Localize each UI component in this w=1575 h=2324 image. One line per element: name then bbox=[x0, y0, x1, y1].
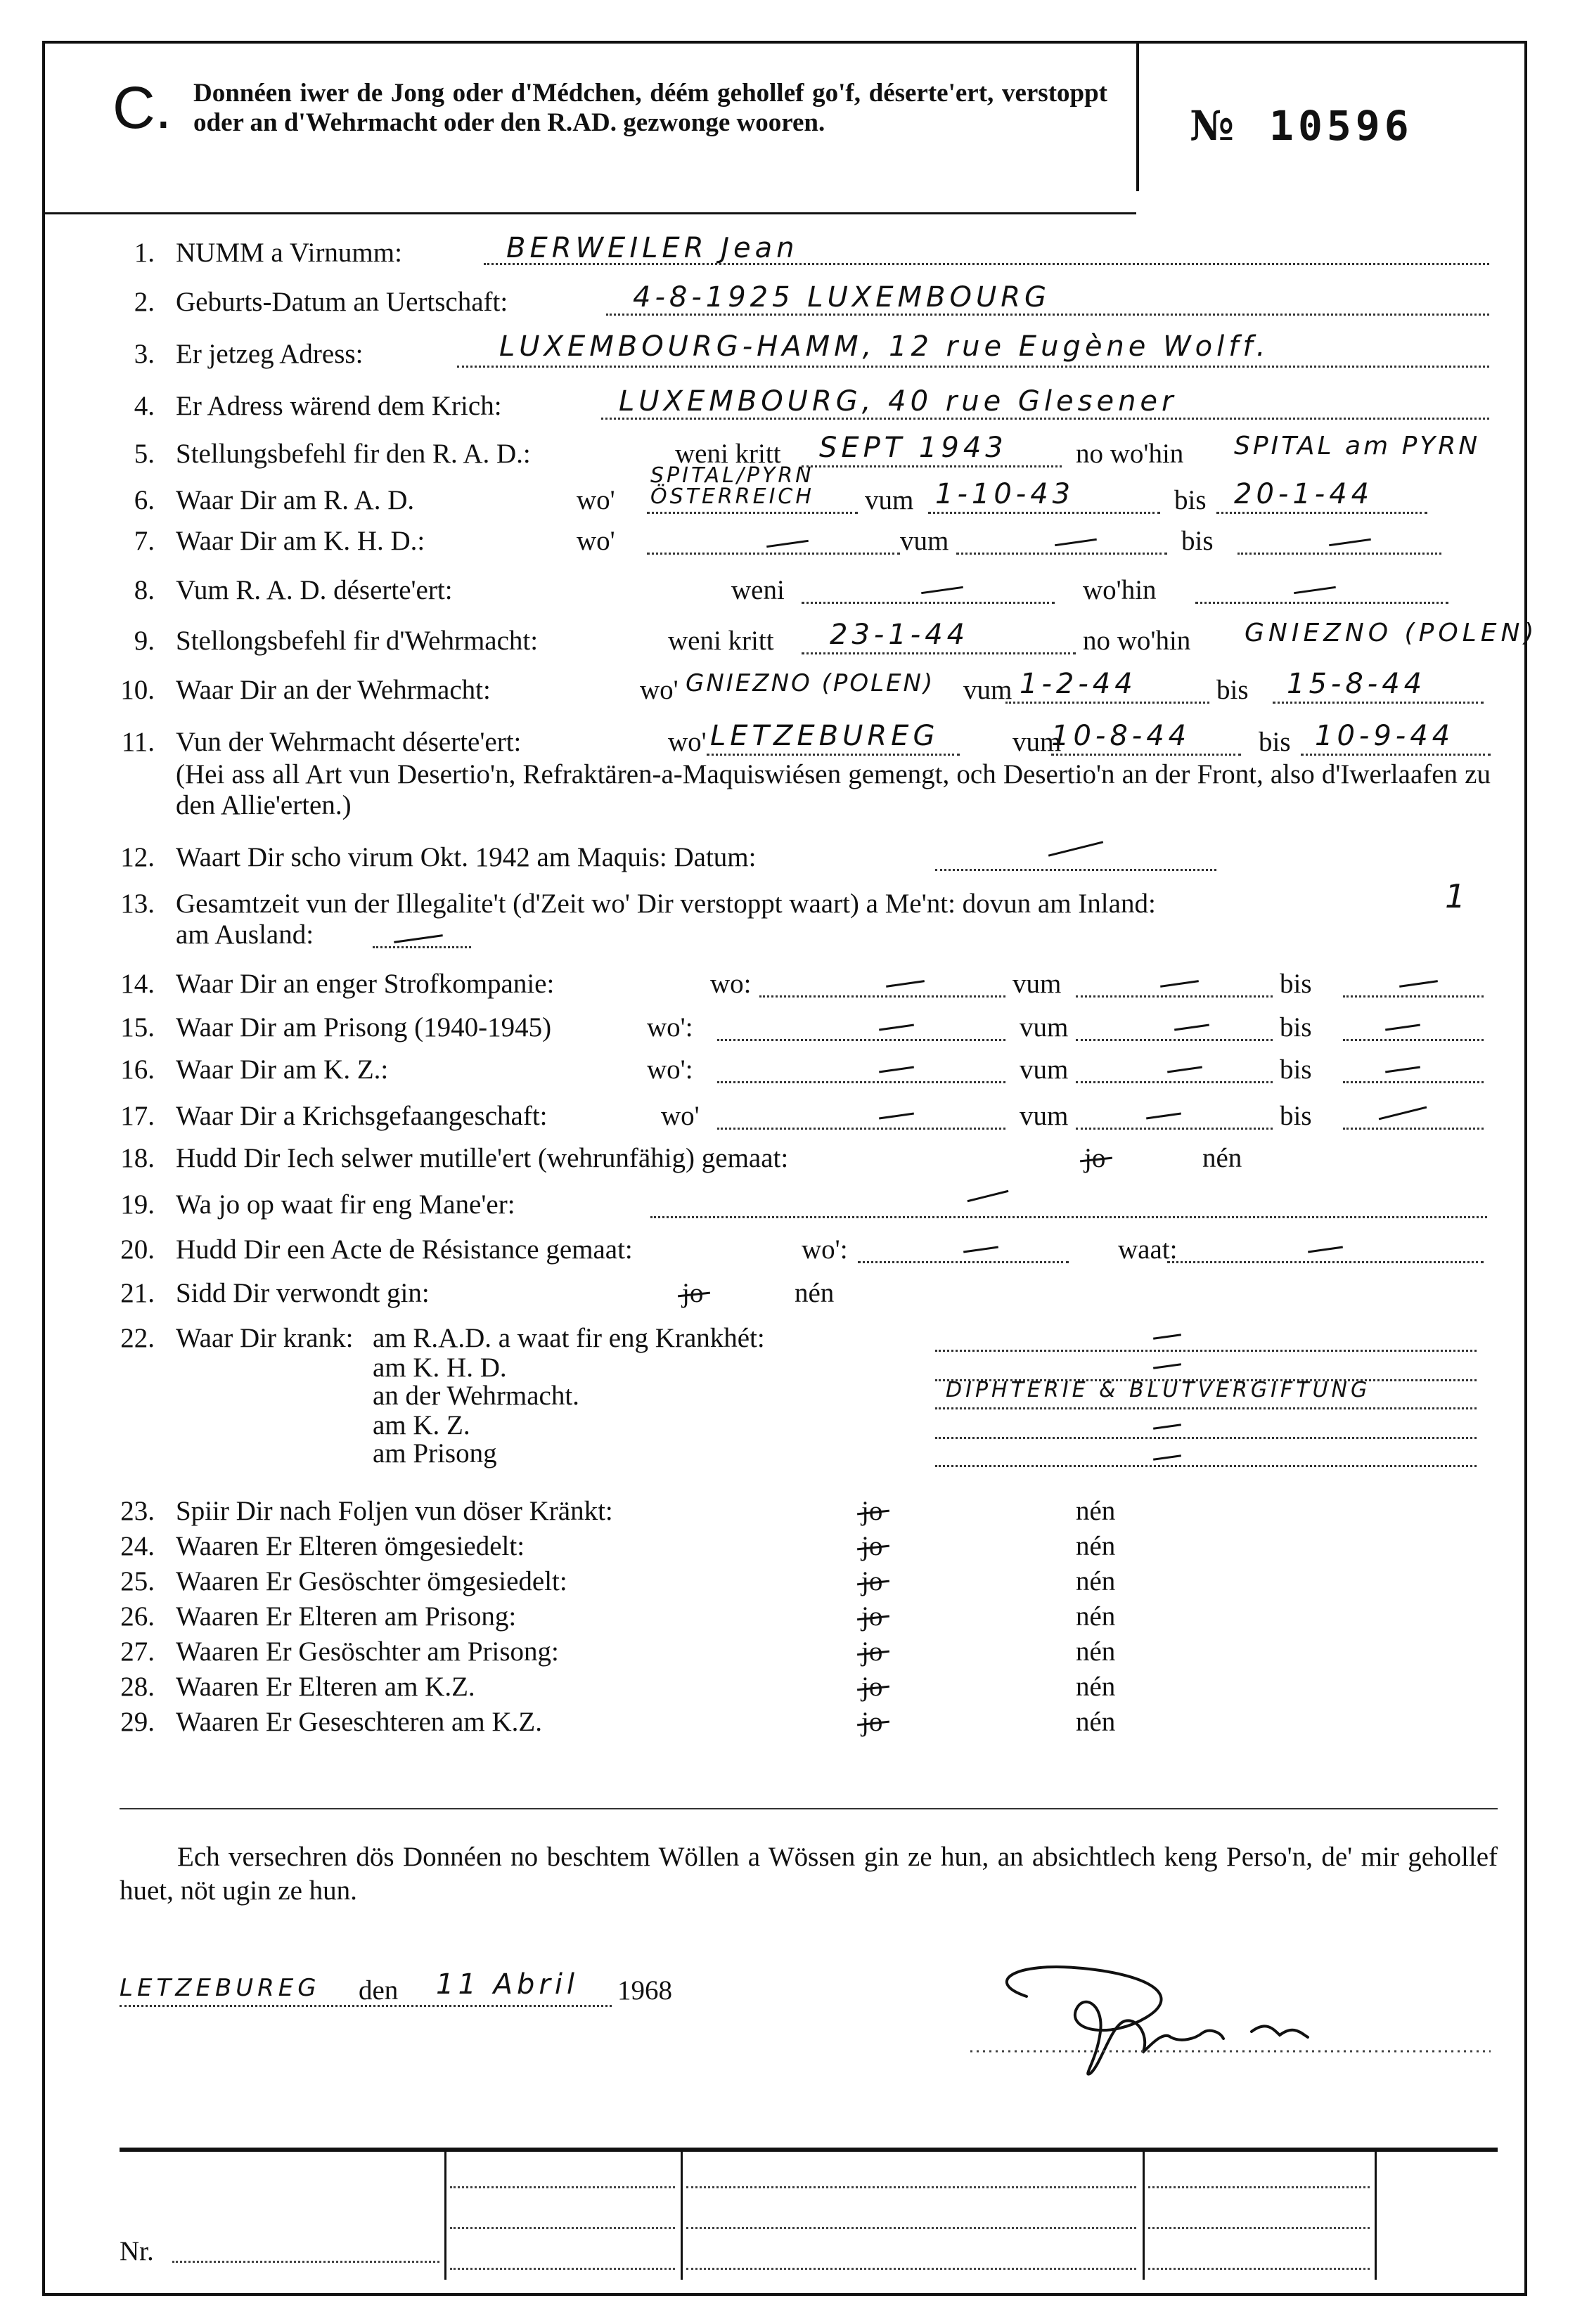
field-number: 9. bbox=[134, 626, 155, 656]
field-10-from: 1-2-44 bbox=[1020, 668, 1137, 700]
field-label: Er Adress wärend dem Krich: bbox=[176, 391, 502, 421]
footer-column-divider bbox=[444, 2150, 446, 2280]
field-9-when: 23-1-44 bbox=[830, 619, 970, 651]
field-number: 13. bbox=[120, 889, 155, 919]
field-label: Spiir Dir nach Foljen vun döser Kränkt: bbox=[176, 1496, 613, 1526]
field-row-23 bbox=[105, 1496, 1116, 1527]
field-label: vum bbox=[963, 675, 1012, 705]
no-option: nén bbox=[1076, 1707, 1116, 1737]
no-option: nén bbox=[1076, 1601, 1116, 1632]
field-number: 24. bbox=[120, 1531, 155, 1561]
field-number: 26. bbox=[120, 1601, 155, 1632]
field-number: 25. bbox=[120, 1566, 155, 1596]
field-label: Waar Dir an der Wehrmacht: bbox=[176, 675, 491, 705]
field-label: vum bbox=[1020, 1101, 1069, 1131]
field-8-when-line[interactable] bbox=[802, 602, 1055, 604]
field-number: 17. bbox=[120, 1101, 155, 1131]
field-number: 7. bbox=[134, 526, 155, 556]
footer-column-divider bbox=[1375, 2150, 1377, 2280]
field-label: no wo'hin bbox=[1076, 439, 1184, 469]
field-label: bis bbox=[1259, 727, 1291, 757]
illness-sub-khd: am K. H. D. bbox=[373, 1353, 507, 1383]
field-label: bis bbox=[1280, 969, 1312, 999]
field-22-wehrmacht-line[interactable] bbox=[935, 1407, 1477, 1409]
field-label: Waar Dir krank: bbox=[176, 1323, 354, 1353]
illness-sub-kz: am K. Z. bbox=[373, 1410, 470, 1440]
field-22-kz-line[interactable] bbox=[935, 1437, 1477, 1439]
signature-year: 1968 bbox=[617, 1975, 672, 2006]
field-3-line[interactable] bbox=[457, 366, 1489, 368]
footer-nr-field[interactable] bbox=[172, 2261, 439, 2263]
field-11-where-line[interactable] bbox=[707, 754, 960, 756]
field-number: 10. bbox=[120, 675, 155, 705]
field-label: Stellungsbefehl fir den R. A. D.: bbox=[176, 439, 531, 469]
field-label: wo' bbox=[640, 675, 679, 705]
field-16-to-line[interactable] bbox=[1343, 1081, 1484, 1083]
declaration-text: Ech versechren dös Donnéen no beschtem Wöllen a Wössen gin ze hun, an absichtlech keng Perso'n, de' mir gehollef huet, nöt ugin ze hun. bbox=[120, 1842, 1498, 1906]
field-12-line[interactable] bbox=[935, 869, 1216, 871]
field-16-where-line[interactable] bbox=[717, 1081, 1005, 1083]
no-option: nén bbox=[1076, 1672, 1116, 1702]
field-label: Waar Dir am Prisong (1940-1945) bbox=[176, 1012, 552, 1042]
field-number: 18. bbox=[120, 1143, 155, 1173]
no-option: nén bbox=[1076, 1531, 1116, 1561]
footer-column-divider bbox=[681, 2150, 683, 2280]
no-option: nén bbox=[1076, 1566, 1116, 1596]
field-label: bis bbox=[1174, 485, 1207, 515]
field-11-from-line[interactable] bbox=[1051, 754, 1241, 756]
field-label: Waaren Er Elteren am K.Z. bbox=[176, 1672, 475, 1702]
signature-place: LETZEBUREG bbox=[120, 1974, 321, 2002]
field-label: no wo'hin bbox=[1083, 626, 1191, 656]
section-letter: C. bbox=[112, 75, 172, 141]
field-label: Waart Dir scho virum Okt. 1942 am Maquis: Datum: bbox=[176, 842, 757, 872]
field-label: Stellongsbefehl fir d'Wehrmacht: bbox=[176, 626, 539, 656]
yes-option-struck: jo bbox=[1084, 1143, 1106, 1173]
footer-field[interactable] bbox=[450, 2227, 675, 2229]
footer-rule bbox=[120, 2148, 1498, 2152]
yes-option-struck: jo bbox=[861, 1531, 883, 1561]
number-sign: № bbox=[1190, 102, 1236, 150]
field-number: 2. bbox=[134, 287, 155, 317]
field-11-where: LETZEBUREG bbox=[710, 720, 939, 752]
field-label: vum bbox=[1020, 1054, 1069, 1085]
field-22-rad-line[interactable] bbox=[935, 1350, 1477, 1352]
field-label: wo' bbox=[577, 526, 615, 556]
field-number: 19. bbox=[120, 1189, 155, 1220]
field-label: Waar Dir am K. H. D.: bbox=[176, 526, 425, 556]
field-14-to-line[interactable] bbox=[1343, 995, 1484, 998]
field-11-to-line[interactable] bbox=[1301, 754, 1491, 756]
field-number: 20. bbox=[120, 1234, 155, 1265]
field-5-where: SPITAL am PYRN bbox=[1234, 432, 1481, 460]
field-17-from-line[interactable] bbox=[1076, 1128, 1273, 1130]
field-10-to-line[interactable] bbox=[1273, 702, 1484, 704]
field-label: Gesamtzeit vun der Illegalite't (d'Zeit wo' Dir verstoppt waart) a Me'nt: dovun am Inland: bbox=[176, 889, 1156, 919]
field-label: Er jetzeg Adress: bbox=[176, 339, 364, 369]
field-row-27 bbox=[105, 1637, 1116, 1667]
field-label: Wa jo op waat fir eng Mane'er: bbox=[176, 1189, 515, 1220]
yes-option-struck: jo bbox=[861, 1672, 883, 1702]
field-number: 15. bbox=[120, 1012, 155, 1042]
header-divider bbox=[1136, 44, 1139, 191]
field-10-from-line[interactable] bbox=[1005, 702, 1209, 704]
field-3-value: LUXEMBOURG-HAMM, 12 rue Eugène Wolff. bbox=[499, 330, 1270, 363]
field-6-to: 20-1-44 bbox=[1234, 478, 1374, 510]
illness-sub-label: am R.A.D. a waat fir eng Krankhét: bbox=[373, 1323, 765, 1353]
field-label: vum bbox=[865, 485, 914, 515]
field-11-to: 10-9-44 bbox=[1315, 720, 1455, 752]
yes-option-struck: jo bbox=[861, 1707, 883, 1737]
footer-field[interactable] bbox=[1148, 2227, 1370, 2229]
field-label: bis bbox=[1280, 1012, 1312, 1042]
yes-option-struck: jo bbox=[861, 1496, 883, 1526]
footer-field[interactable] bbox=[1148, 2186, 1370, 2188]
field-label: wo': bbox=[647, 1054, 693, 1085]
field-7-where-line[interactable] bbox=[647, 553, 900, 555]
footer-field[interactable] bbox=[450, 2268, 675, 2270]
place-date-line[interactable] bbox=[120, 2005, 612, 2007]
field-row-21 bbox=[105, 1278, 835, 1309]
field-label: weni bbox=[731, 575, 785, 605]
field-label: Sidd Dir verwondt gin: bbox=[176, 1278, 430, 1308]
field-6-from: 1-10-43 bbox=[935, 478, 1075, 510]
field-number: 5. bbox=[134, 439, 155, 469]
field-label: vum bbox=[1012, 727, 1062, 757]
field-label: wo: bbox=[710, 969, 752, 999]
field-label: Waar Dir am K. Z.: bbox=[176, 1054, 389, 1085]
field-label: Waaren Er Gesöschter ömgesiedelt: bbox=[176, 1566, 567, 1596]
footer-field[interactable] bbox=[686, 2268, 1136, 2270]
field-14-where-line[interactable] bbox=[759, 995, 1005, 998]
field-10-where: GNIEZNO (POLEN) bbox=[686, 669, 935, 697]
field-7-from-line[interactable] bbox=[956, 553, 1167, 555]
no-option: nén bbox=[1202, 1143, 1242, 1173]
field-label: Waar Dir an enger Strofkompanie: bbox=[176, 969, 555, 999]
field-label: Waar Dir a Krichsgefaangeschaft: bbox=[176, 1101, 548, 1131]
field-1-value: BERWEILER Jean bbox=[506, 232, 799, 264]
field-label: bis bbox=[1280, 1101, 1312, 1131]
section-divider bbox=[120, 1808, 1498, 1809]
den-label: den bbox=[359, 1975, 399, 2006]
field-label: vum bbox=[1012, 969, 1062, 999]
field-6-where: SPITAL/PYRN ÖSTERREICH bbox=[650, 463, 814, 509]
field-22-wehrmacht-illness: DIPHTERIE & BLUTVERGIFTUNG bbox=[946, 1378, 1371, 1402]
field-6-from-line[interactable] bbox=[928, 512, 1160, 514]
document-number bbox=[1190, 102, 1413, 150]
header-rule bbox=[45, 212, 1136, 214]
field-9-when-line[interactable] bbox=[802, 652, 1076, 654]
field-15-from-line[interactable] bbox=[1076, 1039, 1273, 1041]
field-9-where: GNIEZNO (POLEN) bbox=[1245, 619, 1538, 647]
field-label: Hudd Dir Iech selwer mutille'ert (wehrunfähig) gemaat: bbox=[176, 1143, 789, 1173]
field-14-from-line[interactable] bbox=[1076, 995, 1273, 998]
no-option: nén bbox=[1076, 1637, 1116, 1667]
field-13-abroad-line[interactable] bbox=[373, 946, 471, 948]
field-number: 16. bbox=[120, 1054, 155, 1085]
field-label: vum bbox=[900, 526, 949, 556]
field-4-line[interactable] bbox=[601, 418, 1489, 420]
field-number: 29. bbox=[120, 1707, 155, 1737]
footer-field[interactable] bbox=[450, 2186, 675, 2188]
signature-date: 11 Abril bbox=[436, 1968, 579, 2001]
field-row-26 bbox=[105, 1601, 1116, 1632]
field-4-value: LUXEMBOURG, 40 rue Glesener bbox=[619, 385, 1178, 418]
illness-sub-wehrmacht: an der Wehrmacht. bbox=[373, 1381, 579, 1411]
field-label: vum bbox=[1020, 1012, 1069, 1042]
field-number: 8. bbox=[134, 575, 155, 605]
field-15-to-line[interactable] bbox=[1343, 1039, 1484, 1041]
field-number: 28. bbox=[120, 1672, 155, 1702]
field-19-line[interactable] bbox=[650, 1216, 1487, 1218]
field-label: wo': bbox=[802, 1234, 848, 1265]
field-label: Waaren Er Gesöschter am Prisong: bbox=[176, 1637, 559, 1667]
field-row-24 bbox=[105, 1531, 1116, 1562]
field-label: Vun der Wehrmacht déserte'ert: bbox=[176, 727, 522, 757]
form-title: Donnéen iwer de Jong oder d'Médchen, déém gehollef go'f, déserte'ert, verstoppt oder an d'Wehrmacht oder den R.AD. gezwonge wooren. bbox=[193, 79, 1107, 137]
field-11-from: 10-8-44 bbox=[1051, 720, 1191, 752]
field-number: 6. bbox=[134, 485, 155, 515]
field-number: 12. bbox=[120, 842, 155, 872]
field-number: 23. bbox=[120, 1496, 155, 1526]
no-option: nén bbox=[1076, 1496, 1116, 1526]
yes-option-struck: jo bbox=[861, 1566, 883, 1596]
field-16-from-line[interactable] bbox=[1076, 1081, 1273, 1083]
field-20-where-line[interactable] bbox=[858, 1261, 1069, 1263]
field-label: wo'hin bbox=[1083, 575, 1157, 605]
field-label: Geburts-Datum an Uertschaft: bbox=[176, 287, 508, 317]
footer-field[interactable] bbox=[1148, 2268, 1370, 2270]
field-row-28 bbox=[105, 1672, 1116, 1703]
field-20-what-line[interactable] bbox=[1167, 1261, 1484, 1263]
field-10-to: 15-8-44 bbox=[1287, 668, 1427, 700]
field-label: wo' bbox=[577, 485, 615, 515]
field-label: Waaren Er Elteren ömgesiedelt: bbox=[176, 1531, 525, 1561]
field-11-note: (Hei ass all Art vun Desertio'n, Refraktären-a-Maquiswiésen gemengt, och Desertio'n an der Front, also d'Iwerlaafen zu den Allie'erten.) bbox=[176, 759, 1491, 820]
field-label: NUMM a Virnumm: bbox=[176, 238, 402, 268]
field-label: weni kritt bbox=[675, 439, 781, 469]
field-label: Waar Dir am R. A. D. bbox=[176, 485, 415, 515]
field-17-to-line[interactable] bbox=[1343, 1128, 1484, 1130]
field-number: 14. bbox=[120, 969, 155, 999]
footer-field[interactable] bbox=[686, 2227, 1136, 2229]
field-label: waat: bbox=[1118, 1234, 1178, 1265]
field-label: Vum R. A. D. déserte'ert: bbox=[176, 575, 453, 605]
field-15-where-line[interactable] bbox=[717, 1039, 1005, 1041]
field-label: wo': bbox=[647, 1012, 693, 1042]
field-number: 27. bbox=[120, 1637, 155, 1667]
footer-field[interactable] bbox=[686, 2186, 1136, 2188]
footer-column-divider bbox=[1143, 2150, 1145, 2280]
field-number: 4. bbox=[134, 391, 155, 421]
field-number: 21. bbox=[120, 1278, 155, 1308]
field-label: wo' bbox=[668, 727, 707, 757]
field-2-value: 4-8-1925 LUXEMBOURG bbox=[633, 281, 1051, 314]
field-17-where-line[interactable] bbox=[717, 1128, 1005, 1130]
field-number: 11. bbox=[121, 727, 155, 757]
field-6-to-line[interactable] bbox=[1216, 512, 1427, 514]
field-label: am Ausland: bbox=[176, 919, 314, 950]
field-label: Waaren Er Elteren am Prisong: bbox=[176, 1601, 517, 1632]
field-label: Hudd Dir een Acte de Résistance gemaat: bbox=[176, 1234, 633, 1265]
field-number: 3. bbox=[134, 339, 155, 369]
no-option: nén bbox=[795, 1278, 835, 1308]
field-label: bis bbox=[1216, 675, 1249, 705]
field-7-to-line[interactable] bbox=[1238, 553, 1441, 555]
field-row-29 bbox=[105, 1707, 1116, 1738]
field-label: wo' bbox=[661, 1101, 700, 1131]
field-number: 22. bbox=[120, 1323, 155, 1353]
field-label: weni kritt bbox=[668, 626, 774, 656]
footer-nr-label: Nr. bbox=[120, 2236, 154, 2266]
field-13-inland: 1 bbox=[1445, 877, 1470, 915]
signature bbox=[970, 1954, 1519, 2081]
field-5-when: SEPT 1943 bbox=[819, 432, 1008, 464]
field-22-prisong-line[interactable] bbox=[935, 1465, 1477, 1467]
field-8-where-line[interactable] bbox=[1195, 602, 1448, 604]
field-row-18 bbox=[105, 1143, 1242, 1174]
field-label: bis bbox=[1280, 1054, 1312, 1085]
document-number-value: 10596 bbox=[1269, 102, 1413, 150]
yes-option-struck: jo bbox=[861, 1601, 883, 1632]
field-number: 1. bbox=[134, 238, 155, 268]
yes-option-struck: jo bbox=[682, 1278, 704, 1308]
field-2-line[interactable] bbox=[606, 314, 1489, 316]
yes-option-struck: jo bbox=[861, 1637, 883, 1667]
illness-sub-prisong: am Prisong bbox=[373, 1438, 497, 1468]
field-label: Waaren Er Geseschteren am K.Z. bbox=[176, 1707, 542, 1737]
field-label: bis bbox=[1181, 526, 1214, 556]
field-row-25 bbox=[105, 1566, 1116, 1597]
field-6-where-line[interactable] bbox=[647, 512, 858, 514]
